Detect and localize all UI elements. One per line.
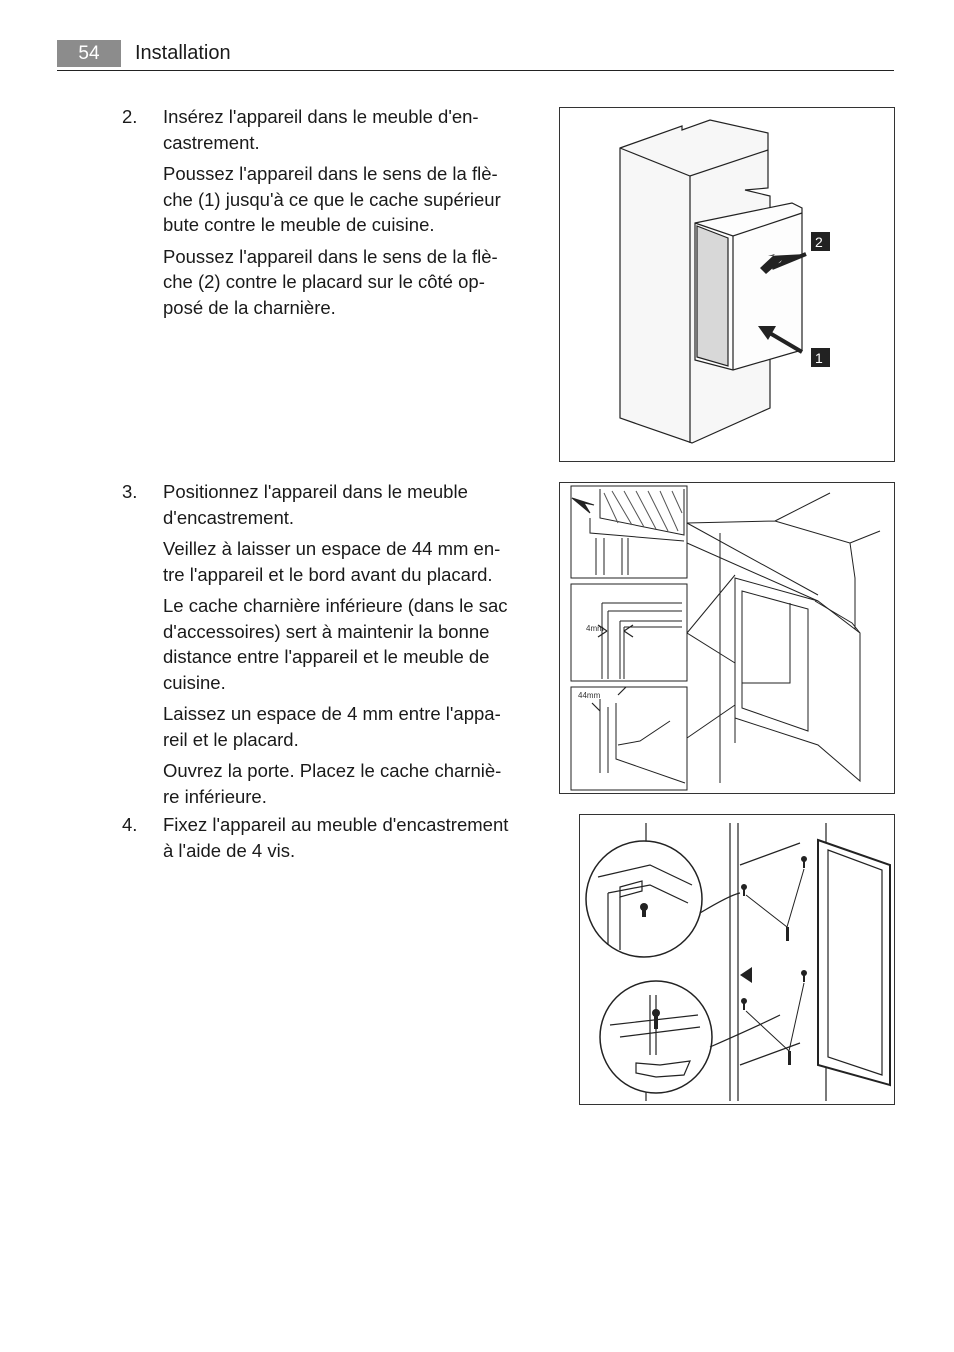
arrow-1-label: 1 [815,350,823,366]
section-title: Installation [135,42,231,64]
step-paragraph: Laissez un espace de 4 mm entre l'appa-reil et le placard. [163,703,501,750]
page-number: 54 [57,40,121,67]
step-paragraph: Ouvrez la porte. Placez le cache charniè-re inférieure. [163,760,502,807]
arrow-2-label: 2 [815,234,823,250]
figure-positioning [559,482,895,794]
step-paragraph: Poussez l'appareil dans le sens de la flè-che (1) jusqu'à ce que le cache supérieur bute contre le meuble de cuisine. [163,163,501,235]
step-number: 2. [122,106,138,127]
step-2 [122,104,517,326]
step-paragraph: Fixez l'appareil au meuble d'encastrement à l'aide de 4 vis. [163,814,509,861]
step-number: 4. [122,814,138,835]
step-paragraph: Poussez l'appareil dans le sens de la flè-che (2) contre le placard sur le côté op-posé de la charnière. [163,245,498,318]
page-header [57,40,894,72]
gap-4mm-label: 4mm [586,624,604,633]
fix-screws-illustration [580,815,894,1104]
gap-44mm-label: 44mm [578,691,601,700]
figure-fix-screws [579,814,895,1105]
step-paragraph: Le cache charnière inférieure (dans le sac d'accessoires) sert à maintenir la bonne distance entre l'appareil et le meuble de cuisine. [163,595,508,693]
step-paragraph: Positionnez l'appareil dans le meuble d'encastrement. [163,481,468,528]
positioning-illustration [560,483,894,793]
step-paragraph: Insérez l'appareil dans le meuble d'en-castrement. [163,106,479,153]
step-4 [122,812,517,869]
step-number: 3. [122,481,138,502]
insert-appliance-illustration [560,108,894,461]
header-rule [57,70,894,71]
step-paragraph: Veillez à laisser un espace de 44 mm en-tre l'appareil et le bord avant du placard. [163,538,501,585]
step-3 [122,479,517,815]
figure-insert-appliance [559,107,895,462]
